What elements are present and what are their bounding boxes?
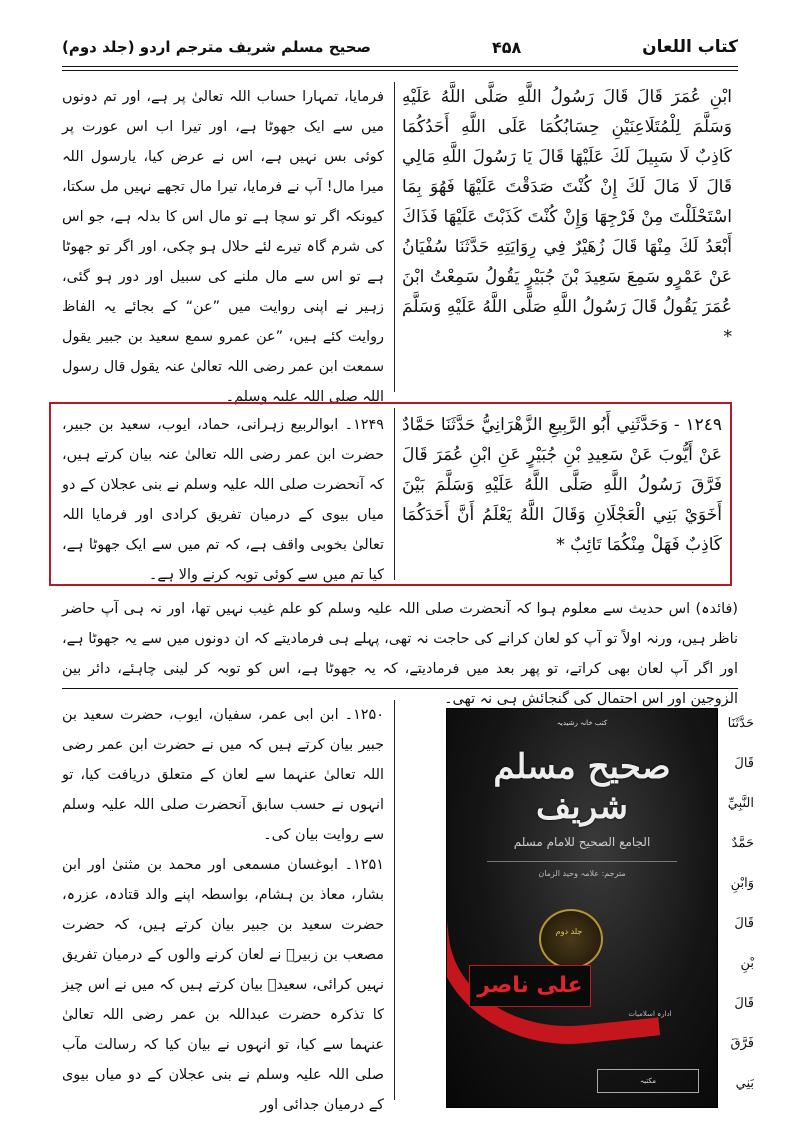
cover-volume: جلد دوم	[555, 927, 583, 936]
cover-translator: مترجم: علامہ وحید الزمان	[538, 869, 626, 878]
top-urdu-column	[62, 82, 384, 405]
fragment-2: النَّبِيِّ	[727, 796, 754, 811]
section-rule	[62, 688, 738, 689]
hadith-1251-urdu-text: ۱۲۵۱۔ ابوغسان مسمعی اور محمد بن مثنیٰ اور ابن بشار، معاذ بن ہشام، بواسطہ اپنے والد قتادہ، عزرہ، حضرت سعید بن جبیر بیان کرتے ہیں، کہ حضرت مصعب بن زبیرؓ نے لعان کرنے والوں کے درمیان تفریق نہیں کرائی، سعیدؓ بیان کرتے ہیں کہ میں نے اس چیز کا تذکرہ حضرت عبداللہ بن عمر رضی اللہ تعالیٰ عنہما سے کیا، تو انہوں نے بیان کیا کہ رسالت مآب صلی اللہ علیہ وسلم نے بنی عجلان کے دو میاں بیوی کے درمیان جدائی اور	[62, 857, 384, 1113]
fragment-5: قَالَ	[734, 916, 754, 931]
cover-emblem-icon	[539, 909, 603, 969]
header-rule-top	[62, 66, 738, 67]
hadith-1249-urdu	[62, 410, 384, 582]
page-header	[62, 30, 738, 64]
top-arabic-text: ابْنِ عُمَرَ قَالَ قَالَ رَسُولُ اللَّهِ صَلَّى اللَّهُ عَلَيْهِ وَسَلَّمَ لِلْمُتَلَاعِنَيْنِ حِسَابُكُمَا عَلَى اللَّهِ أَحَدُكُمَا كَاذِبٌ لَا سَبِيلَ لَكَ عَلَيْهَا قَالَ يَا رَسُولَ اللَّهِ مَالِي قَالَ لَا مَالَ لَكَ إِنْ كُنْتَ صَدَقْتَ عَلَيْهَا فَهُوَ بِمَا اسْتَحْلَلْتَ مِنْ فَرْجِهَا وَإِنْ كُنْتَ كَذَبْتَ عَلَيْهَا فَذَاكَ أَبْعَدُ لَكَ مِنْهَا قَالَ زُهَيْرٌ فِي رِوَايَتِهِ حَدَّثَنَا سُفْيَانُ عَنْ عَمْرٍو سَمِعَ سَعِيدَ بْنَ جُبَيْرٍ يَقُولُ سَمِعْتُ ابْنَ عُمَرَ يَقُولُ قَالَ رَسُولُ اللَّهِ صَلَّى اللَّهُ عَلَيْهِ وَسَلَّمَ *	[402, 87, 732, 347]
fragment-9: بَنِي	[735, 1076, 754, 1091]
fragment-4: وَابْنِ	[730, 876, 754, 891]
cover-publisher: مکتبہ	[597, 1069, 699, 1093]
cover-strip: کتب خانہ رشیدیہ	[556, 719, 608, 727]
fragment-6: بْنِ	[740, 956, 754, 971]
cover-title: صحیح مسلم شریف	[493, 747, 671, 827]
faida-text: (فائدہ) اس حدیث سے معلوم ہوا کہ آنحضرت صلی اللہ علیہ وسلم کو علم غیب نہیں تھا، اور نہ ہی آپ حاضر ناظر ہیں، ورنہ اولاً تو آپ کو لعان کرانے کی حاجت نہ تھی، پہلے ہی فرمادیتے کہ ان دونوں میں سے یہ جھوٹا ہے، اور اگر آپ لعان بھی کراتے، تو پھر بعد میں فرمادیتے، کہ یہ جھوٹا ہے، اس کو توبہ کر لینی چاہئے، دائر بین الزوجین اور اس احتمال کی گنجائش ہی نہ تھی۔	[62, 601, 738, 707]
hadith-1249-arabic	[402, 410, 722, 582]
hadith-1250-urdu-text: ۱۲۵۰۔ ابن ابی عمر، سفیان، ایوب، حضرت سعید بن جبیر بیان کرتے ہیں کہ میں نے حضرت ابن عمر رضی اللہ تعالیٰ عنہما سے لعان کے متعلق دریافت کیا، تو انہوں نے حسب سابق آنحضرت صلی اللہ علیہ وسلم سے روایت بیان کی۔	[62, 707, 384, 843]
cover-bottom-text: ادارہ اسلامیات	[628, 1010, 672, 1018]
chapter-title: کتاب اللعان	[642, 37, 738, 57]
fragment-7: قَالَ	[734, 996, 754, 1011]
column-divider-lower	[394, 700, 395, 1100]
hadith-1249-arabic-text: ١٢٤٩ - وَحَدَّثَنِي أَبُو الرَّبِيعِ الزَّهْرَانِيُّ حَدَّثَنَا حَمَّادٌ عَنْ أَيُّوبَ عَنْ سَعِيدِ بْنِ جُبَيْرٍ عَنِ ابْنِ عُمَرَ قَالَ فَرَّقَ رَسُولُ اللَّهِ صَلَّى اللَّهُ عَلَيْهِ وَسَلَّمَ بَيْنَ أَخَوَيْ بَنِي الْعَجْلَانِ وَقَالَ اللَّهُ يَعْلَمُ أَنَّ أَحَدَكُمَا كَاذِبٌ فَهَلْ مِنْكُمَا تَائِبٌ *	[402, 415, 722, 555]
fragment-1: قَالَ	[734, 756, 754, 771]
cover-subtitle: الجامع الصحیح للامام مسلم	[513, 835, 651, 849]
fragment-3: حَمَّدٌ	[731, 836, 754, 851]
column-divider-top	[394, 82, 395, 392]
top-arabic-column	[402, 82, 732, 382]
fragment-0: حَدَّثَنَا	[727, 716, 754, 731]
faida-note	[62, 594, 738, 714]
lower-arabic-fragments	[720, 704, 754, 1104]
top-urdu-text: فرمایا، تمہارا حساب اللہ تعالیٰ پر ہے، اور تم دونوں میں سے ایک جھوٹا ہے، اور تیرا اب اس عورت پر کوئی بس نہیں ہے، اس نے عرض کیا، یارسول اللہ میرا مال! آپ نے فرمایا، تیرا مال تجھے نہیں مل سکتا، کیونکہ اگر تو سچا ہے تو مال اس کا بدلہ ہے، جو اس کی شرم گاہ تیرے لئے حلال ہو چکی، اور اگر تو جھوٹا ہے تو اس سے مال ملنے کی سبیل اور دور ہو گئی، زہیر نے اپنی روایت میں ”عن“ کے بجائے یہ الفاظ روایت کئے ہیں، ”عن عمرو سمع سعید بن جبیر یقول سمعت ابن عمر رضی اللہ تعالیٰ عنہ یقول قال رسول اللہ صلی اللہ علیہ وسلم۔	[62, 89, 384, 405]
book-cover-image	[446, 708, 718, 1108]
book-title: صحیح مسلم شریف مترجم اردو (جلد دوم)	[62, 38, 372, 56]
owner-stamp: علی ناصر	[469, 965, 591, 1007]
page-number: ۴۵۸	[491, 37, 522, 57]
column-divider-box	[394, 408, 395, 580]
fragment-8: فَرَّقَ	[730, 1036, 754, 1051]
hadith-1249-urdu-text: ۱۲۴۹۔ ابوالربیع زہرانی، حماد، ایوب، سعید بن جبیر، حضرت ابن عمر رضی اللہ تعالیٰ عنہ بیان کرتے ہیں، کہ آنحضرت صلی اللہ علیہ وسلم نے بنی عجلان کے دو میاں بیوی کے درمیان تفریق کرادی اور فرمایا اللہ تعالیٰ بخوبی واقف ہے، کہ تم میں سے ایک جھوٹا ہے، کیا تم میں سے کوئی توبہ کرنے والا ہے۔	[62, 417, 384, 583]
lower-urdu-column	[62, 700, 384, 1113]
header-rule-bottom	[62, 70, 738, 71]
